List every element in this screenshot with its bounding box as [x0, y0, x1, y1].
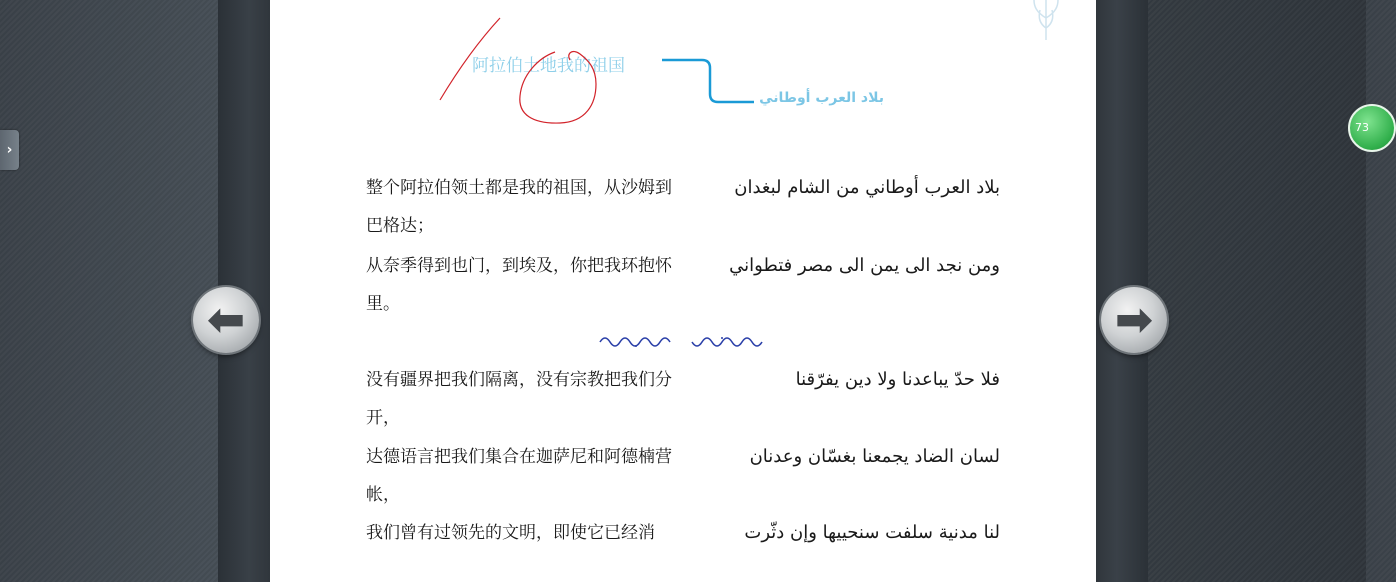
freehand-loop [520, 52, 596, 124]
verse-chinese: 从奈季得到也门，到埃及，你把我环抱怀里。 [366, 256, 672, 314]
arrow-right-icon: ➡ [1114, 292, 1154, 346]
verse-arabic: فلا حدّ يباعدنا ولا دين يفرّقنا [795, 369, 1000, 390]
arabic-title: بلاد العرب أوطاني [759, 90, 884, 106]
connector-line [662, 60, 754, 102]
chevron-right-icon: › [6, 142, 13, 158]
ornament-divider [596, 332, 766, 352]
chinese-title: 阿拉伯土地我的祖国 [472, 56, 625, 76]
previous-page-button[interactable] [193, 287, 259, 353]
arrow-left-icon: ⬅ [206, 292, 246, 346]
next-page-button[interactable] [1101, 287, 1167, 353]
sidebar-toggle-button[interactable] [0, 130, 19, 170]
freehand-stroke [440, 18, 500, 100]
annotation-layer [270, 0, 1096, 140]
verse-chinese: 达德语言把我们集合在迦萨尼和阿德楠营帐， [366, 447, 672, 505]
page-number-badge[interactable]: 73 [1348, 104, 1396, 152]
verse-chinese: 没有疆界把我们隔离，没有宗教把我们分开， [366, 370, 672, 428]
verse-chinese: 我们曾有过领先的文明，即使它已经消 [366, 523, 655, 543]
verse-arabic: بلاد العرب أوطاني من الشام لبغدان [734, 177, 1000, 198]
book-page [270, 0, 1096, 582]
verse-arabic: ومن نجد الى يمن الى مصر فتطواني [729, 255, 1000, 276]
verse-arabic: لنا مدنية سلفت سنحييها وإن دثّرت [744, 522, 1000, 543]
verse-arabic: لسان الضاد يجمعنا بغسّان وعدنان [749, 446, 1000, 467]
verse-chinese: 整个阿拉伯领土都是我的祖国，从沙姆到巴格达； [366, 178, 672, 236]
